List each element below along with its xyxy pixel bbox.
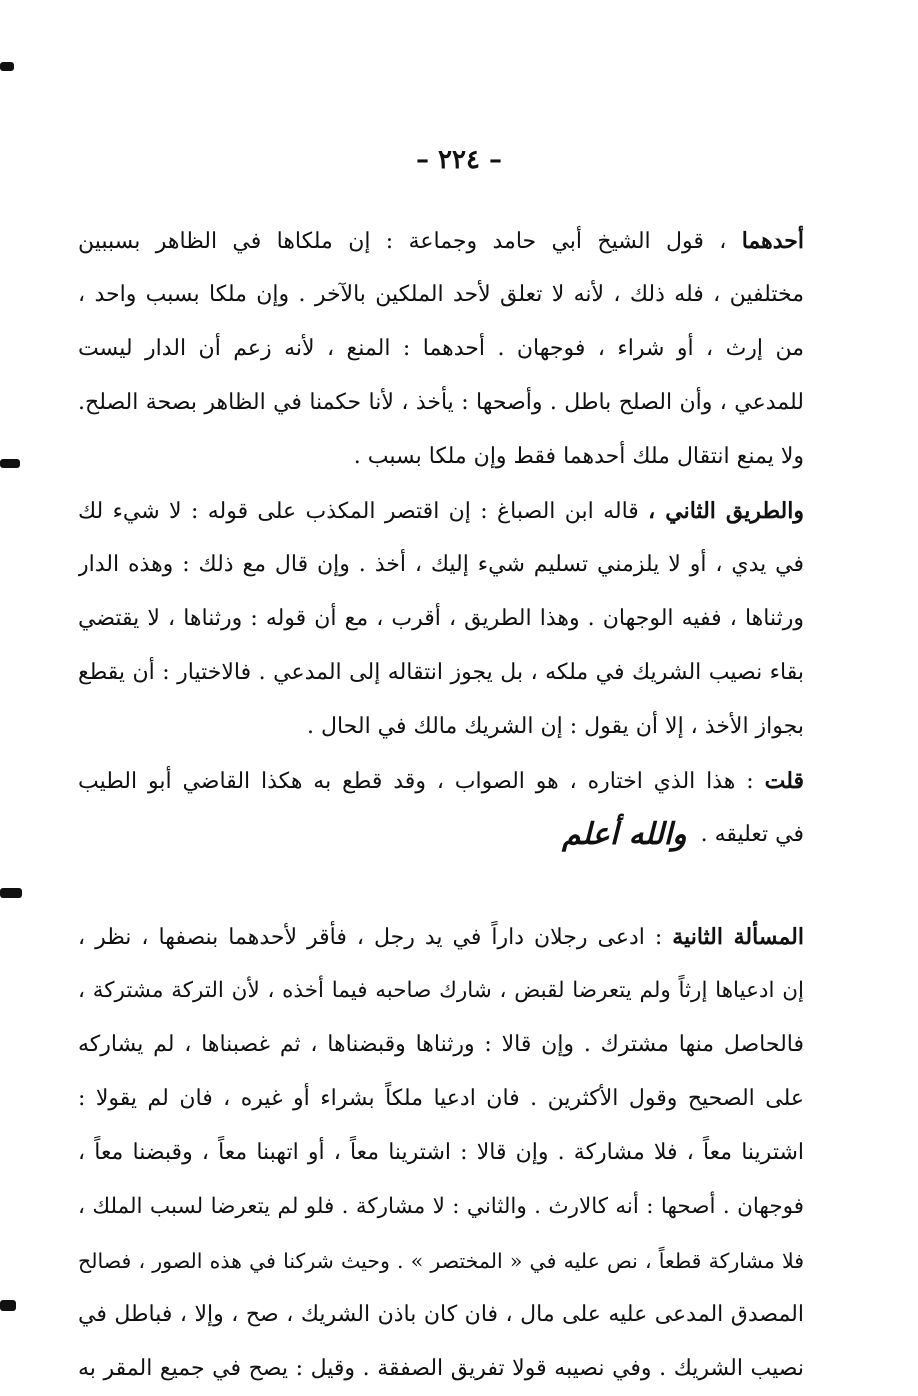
binding-mark: [0, 62, 14, 71]
line-text: ، قول الشيخ أبي حامد وجماعة : إن ملكاها في الظاهر بسببين: [78, 229, 727, 254]
text-line: بقاء نصيب الشريك في ملكه ، بل يجوز انتقاله إلى المدعي . فالاختيار : أن يقطع: [78, 660, 804, 685]
text-line: في يدي ، أو لا يلزمني تسليم شيء إليك ، أخذ . وإن قال مع ذلك : وهذه الدار: [78, 552, 804, 577]
text-line: فوجهان . أصحها : أنه كالارث . والثاني : لا مشاركة . فلو لم يتعرضا لسبب الملك ،: [78, 1194, 804, 1219]
paragraph-gap: [78, 862, 804, 910]
body-text: [78, 214, 804, 1396]
binding-mark: [0, 888, 22, 898]
line-text: قاله ابن الصباغ : إن اقتصر المكذب على قوله : لا شيء لك: [78, 499, 639, 524]
text-line: ولا يمنع انتقال ملك أحدهما فقط وإن ملكا بسبب .: [353, 444, 804, 469]
text-line: فلا مشاركة قطعاً ، نص عليه في « المختصر » . وحيث شركنا في هذه الصور ، فصالح: [78, 1249, 804, 1273]
paragraph-keyword: أحدهما: [741, 228, 804, 254]
text-line: اشترينا معاً ، فلا مشاركة . وإن قالا : اشترينا معاً ، أو اتهبنا معاً ، وقبضنا معاً ،: [78, 1140, 804, 1165]
text-line: [78, 754, 804, 808]
text-line: على الصحيح وقول الأكثرين . فان ادعيا ملكاً بشراء أو غيره ، فان لم يقولا :: [78, 1086, 804, 1111]
paragraph-keyword: والطريق الثاني ،: [648, 498, 804, 524]
text-line: من إرث ، أو شراء ، فوجهان . أحدهما : المنع ، لأنه زعم أن الدار ليست: [78, 336, 804, 361]
text-line: [78, 808, 804, 862]
paragraph: [78, 754, 804, 862]
paragraph: [78, 910, 804, 1396]
text-line: [78, 214, 804, 268]
paragraph-keyword: المسألة الثانية: [672, 924, 804, 950]
page-number: – ٢٢٤ –: [415, 145, 503, 175]
text-line: نصيب الشريك . وفي نصيبه قولا تفريق الصفقة . وقيل : يصح في جميع المقر به: [78, 1356, 804, 1381]
text-line: مختلفين ، فله ذلك ، لأنه لا تعلق لأحد الملكين بالآخر . وإن ملكا بسبب واحد ،: [78, 282, 804, 307]
text-line: [78, 484, 804, 538]
closing-formula: والله أعلم: [562, 817, 687, 852]
line-text: : ادعى رجلان داراً في يد رجل ، فأقر لأحدهما بنصفها ، نظر ،: [78, 925, 663, 950]
binding-mark: [0, 459, 20, 468]
text-line: إن ادعياها إرثاً ولم يتعرضا لقبض ، شارك صاحبه فيما أخذه ، لأن التركة مشتركة ،: [78, 978, 804, 1003]
paragraph-keyword: قلت: [764, 768, 804, 794]
text-line: المصدق المدعى عليه على مال ، فان كان باذن الشريك ، صح ، وإلا ، فباطل في: [78, 1302, 804, 1327]
binding-mark: [0, 1300, 16, 1311]
line-text: : هذا الذي اختاره ، هو الصواب ، وقد قطع به هكذا القاضي أبو الطيب: [78, 769, 754, 794]
text-line: [78, 910, 804, 964]
paragraph: [78, 214, 804, 484]
paragraph: [78, 484, 804, 754]
text-line: ورثناها ، ففيه الوجهان . وهذا الطريق ، أقرب ، مع أن قوله : ورثناها ، لا يقتضي: [78, 606, 804, 631]
line-text: في تعليقه .: [700, 822, 804, 847]
text-line: للمدعي ، وأن الصلح باطل . وأصحها : يأخذ ، لأنا حكمنا في الظاهر بصحة الصلح.: [78, 390, 804, 415]
text-line: بجواز الأخذ ، إلا أن يقول : إن الشريك مالك في الحال .: [307, 714, 804, 739]
text-line: فالحاصل منها مشترك . وإن قالا : ورثناها وقبضناها ، ثم غصبناها ، لم يشاركه: [78, 1032, 804, 1057]
